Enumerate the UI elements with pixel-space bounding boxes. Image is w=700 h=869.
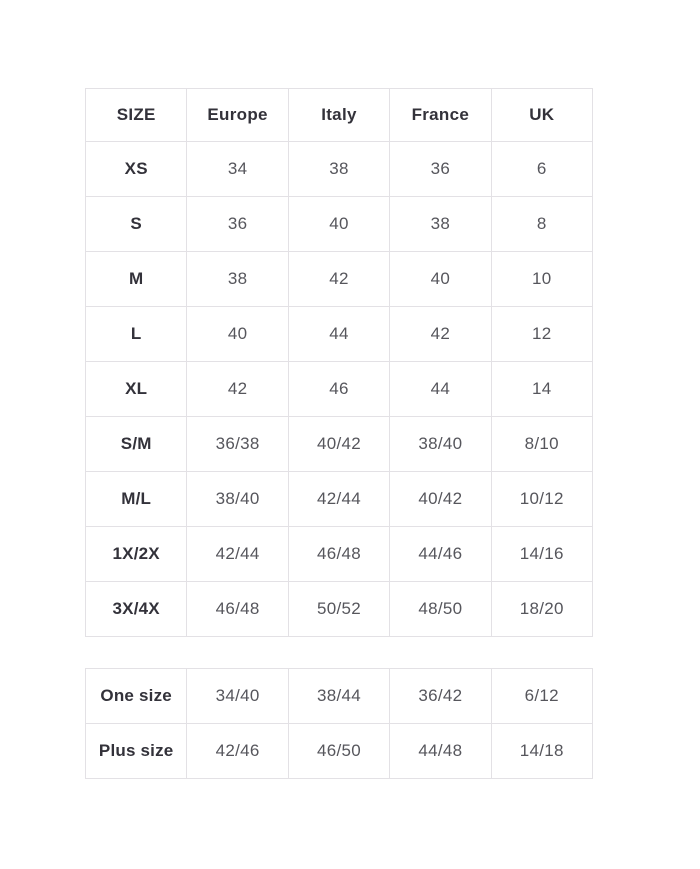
size-value-italy: 40/42 xyxy=(288,417,389,472)
table-row-xs xyxy=(86,142,593,197)
size-value-italy: 50/52 xyxy=(288,582,389,637)
size-label: 3X/4X xyxy=(86,582,187,637)
size-value-italy: 42 xyxy=(288,252,389,307)
size-value-uk: 6 xyxy=(491,142,592,197)
size-value-italy: 38 xyxy=(288,142,389,197)
size-table-header xyxy=(86,89,593,142)
table-row-m xyxy=(86,252,593,307)
size-value-france: 40/42 xyxy=(390,472,491,527)
size-label: XL xyxy=(86,362,187,417)
size-label: XS xyxy=(86,142,187,197)
size-table-body xyxy=(86,142,593,637)
size-value-france: 38/40 xyxy=(390,417,491,472)
size-value-europe: 38 xyxy=(187,252,288,307)
size-value-france: 42 xyxy=(390,307,491,362)
size-value-uk: 8/10 xyxy=(491,417,592,472)
size-value-uk: 14/16 xyxy=(491,527,592,582)
size-value-italy: 42/44 xyxy=(288,472,389,527)
size-value-uk: 14 xyxy=(491,362,592,417)
table-row-ml xyxy=(86,472,593,527)
size-value-europe: 40 xyxy=(187,307,288,362)
size-value-uk: 10/12 xyxy=(491,472,592,527)
size-value-uk: 8 xyxy=(491,197,592,252)
special-size-table-body xyxy=(86,669,593,779)
size-label: 1X/2X xyxy=(86,527,187,582)
size-value-france: 44/48 xyxy=(390,724,491,779)
size-value-france: 48/50 xyxy=(390,582,491,637)
table-row-1x2x xyxy=(86,527,593,582)
special-size-table xyxy=(85,668,593,779)
size-label: S/M xyxy=(86,417,187,472)
size-value-uk: 12 xyxy=(491,307,592,362)
size-value-europe: 34 xyxy=(187,142,288,197)
size-value-europe: 42/44 xyxy=(187,527,288,582)
size-value-italy: 40 xyxy=(288,197,389,252)
size-label: One size xyxy=(86,669,187,724)
size-value-italy: 46/48 xyxy=(288,527,389,582)
size-value-france: 44 xyxy=(390,362,491,417)
table-row-xl xyxy=(86,362,593,417)
column-header-italy: Italy xyxy=(288,89,389,142)
size-value-europe: 38/40 xyxy=(187,472,288,527)
size-label: L xyxy=(86,307,187,362)
size-label: M/L xyxy=(86,472,187,527)
table-row-plus-size xyxy=(86,724,593,779)
size-value-europe: 36 xyxy=(187,197,288,252)
size-value-europe: 42 xyxy=(187,362,288,417)
size-value-france: 44/46 xyxy=(390,527,491,582)
size-value-france: 40 xyxy=(390,252,491,307)
table-row-one-size xyxy=(86,669,593,724)
size-value-europe: 42/46 xyxy=(187,724,288,779)
size-value-italy: 44 xyxy=(288,307,389,362)
size-value-uk: 18/20 xyxy=(491,582,592,637)
table-row-sm xyxy=(86,417,593,472)
table-row-s xyxy=(86,197,593,252)
size-value-uk: 6/12 xyxy=(491,669,592,724)
size-value-france: 36/42 xyxy=(390,669,491,724)
size-value-europe: 34/40 xyxy=(187,669,288,724)
size-value-europe: 46/48 xyxy=(187,582,288,637)
size-value-italy: 38/44 xyxy=(288,669,389,724)
table-row-3x4x xyxy=(86,582,593,637)
size-label: M xyxy=(86,252,187,307)
size-value-uk: 10 xyxy=(491,252,592,307)
column-header-uk: UK xyxy=(491,89,592,142)
size-label: Plus size xyxy=(86,724,187,779)
size-value-europe: 36/38 xyxy=(187,417,288,472)
table-row-l xyxy=(86,307,593,362)
size-value-italy: 46 xyxy=(288,362,389,417)
column-header-france: France xyxy=(390,89,491,142)
size-conversion-table xyxy=(85,88,593,637)
size-label: S xyxy=(86,197,187,252)
size-value-italy: 46/50 xyxy=(288,724,389,779)
size-value-france: 36 xyxy=(390,142,491,197)
column-header-europe: Europe xyxy=(187,89,288,142)
column-header-size: SIZE xyxy=(86,89,187,142)
size-value-france: 38 xyxy=(390,197,491,252)
header-row xyxy=(86,89,593,142)
size-value-uk: 14/18 xyxy=(491,724,592,779)
